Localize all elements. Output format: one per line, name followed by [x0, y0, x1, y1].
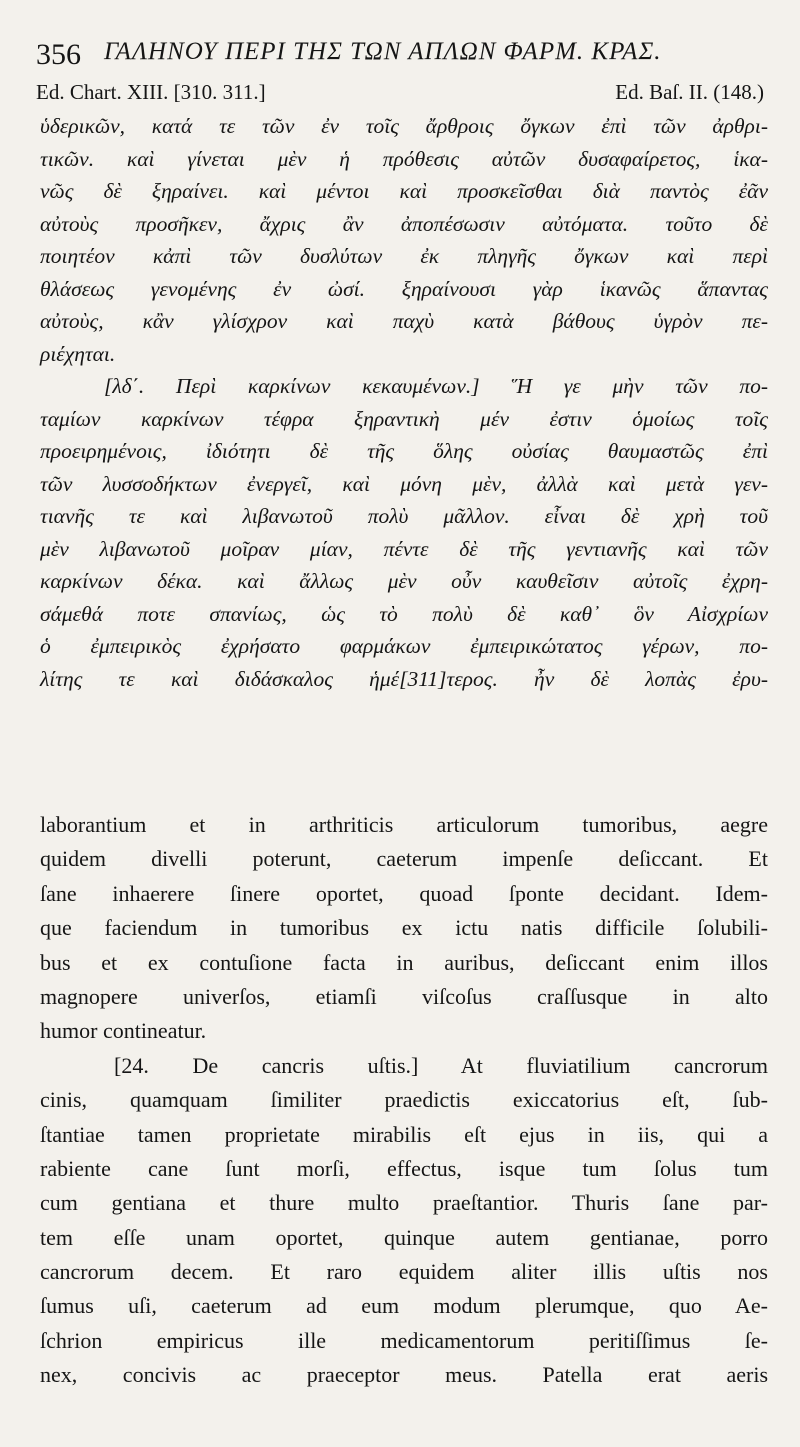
latin-line: cancrorum decem. Et raro equidem aliter illis uſtis nos [40, 1259, 768, 1285]
latin-line: bus et ex contuſione facta in auribus, deſiccant enim illos [40, 949, 768, 975]
greek-line: θλάσεως γενομένης ἐν ὠσί. ξηραίνουσι γὰρ ἱκανῶς ἅπαντας [40, 276, 768, 301]
greek-line: τῶν λυσσοδήκτων ἐνεργεῖ, καὶ μόνη μὲν, ἀλλὰ καὶ μετὰ γεν- [40, 471, 768, 496]
greek-line: ριέχηται. [40, 341, 116, 366]
latin-line: cum gentiana et thure multo praeſtantior. Thuris ſane par- [40, 1190, 768, 1216]
running-title: ΓΑΛΗΝΟΥ ΠΕΡΙ ΤΗΣ ΤΩΝ ΑΠΛΩΝ ΦΑΡΜ. ΚΡΑΣ. [104, 38, 662, 65]
latin-line: cinis, quamquam ſimiliter praedictis exiccatorius eſt, ſub- [40, 1087, 768, 1113]
latin-line: ſane inhaerere ſinere oportet, quoad ſponte decidant. Idem- [40, 880, 768, 906]
page-header [36, 28, 766, 72]
greek-line: προειρημένοις, ἰδιότητι δὲ τῆς ὅλης οὐσίας θαυμαστῶς ἐπὶ [40, 439, 768, 463]
greek-line: λίτης τε καὶ διδάσκαλος ἡμέ[311]τερος. ἦν δὲ λοπὰς ἐρυ- [40, 666, 768, 691]
latin-line: que faciendum in tumoribus ex ictu natis difficile ſolubili- [40, 915, 768, 941]
latin-line: tem eſſe unam oportet, quinque autem gentianae, porro [40, 1224, 768, 1250]
edition-reference-left: Ed. Chart. XIII. [310. 311.] [36, 80, 266, 104]
latin-line: magnopere univerſos, etiamſi viſcoſus craſſusque in alto [40, 983, 768, 1009]
greek-line: μὲν λιβανωτοῦ μοῖραν μίαν, πέντε δὲ τῆς γεντιανῆς καὶ τῶν [40, 536, 768, 561]
latin-line: ſumus uſi, caeterum ad eum modum plerumque, quo Ae- [40, 1293, 768, 1319]
greek-line: τιανῆς τε καὶ λιβανωτοῦ πολὺ μᾶλλον. εἶναι δὲ χρὴ τοῦ [40, 504, 768, 528]
greek-line: νῶς δὲ ξηραίνει. καὶ μέντοι καὶ προσκεῖσθαι διὰ παντὸς ἐᾶν [40, 179, 768, 203]
edition-reference-right: Ed. Baſ. II. (148.) [615, 80, 764, 104]
greek-line: ταμίων καρκίνων τέφρα ξηραντικὴ μέν ἐστιν ὁμοίως τοῖς [40, 406, 768, 431]
greek-line: καρκίνων δέκα. καὶ ἄλλως μὲν οὖν καυθεῖσιν αὐτοῖς ἐχρη- [40, 569, 768, 593]
latin-line: laborantium et in arthriticis articulorum tumoribus, aegre [40, 812, 768, 837]
greek-section-heading-line: [λδ΄. Περὶ καρκίνων κεκαυμένων.] Ἥ γε μὴν τῶν πο- [104, 374, 768, 398]
latin-line: quidem divelli poterunt, caeterum impenſe deſiccant. Et [40, 846, 768, 872]
greek-line: ποιητέον κἀπὶ τῶν δυσλύτων ἐκ πληγῆς ὄγκων καὶ περὶ [40, 244, 768, 268]
latin-line: ſtantiae tamen proprietate mirabilis eſt ejus in iis, qui a [40, 1121, 768, 1147]
greek-text-block [40, 110, 768, 695]
latin-line: ſchrion empiricus ille medicamentorum peritiſſimus ſe- [40, 1327, 768, 1353]
greek-line: αὐτοὺς προσῆκεν, ἄχρις ἂν ἀποπέσωσιν αὐτόματα. τοῦτο δὲ [40, 211, 768, 236]
greek-line: ὑδερικῶν, κατά τε τῶν ἐν τοῖς ἄρθροις ὄγκων ἐπὶ τῶν ἀρθρι- [40, 114, 768, 138]
latin-line: nex, concivis ac praeceptor meus. Patella erat aeris [40, 1362, 768, 1388]
greek-line: τικῶν. καὶ γίνεται μὲν ἡ πρόθεσις αὐτῶν δυσαφαίρετος, ἱκα- [40, 146, 768, 171]
latin-section-heading-line: [24. De cancris uſtis.] At fluviatilium cancrorum [114, 1052, 768, 1078]
latin-line: humor contineatur. [40, 1018, 207, 1044]
greek-line: ὁ ἐμπειρικὸς ἐχρήσατο φαρμάκων ἐμπειρικώτατος γέρων, πο- [40, 634, 768, 658]
latin-text-block [40, 808, 768, 1393]
greek-line: σάμεθά ποτε σπανίως, ὡς τὸ πολὺ δὲ καθ᾽ ὃν Αἰσχρίων [40, 601, 768, 626]
greek-line: αὐτοὺς, κἂν γλίσχρον καὶ παχὺ κατὰ βάθους ὑγρὸν πε- [40, 309, 768, 333]
page-number: 356 [36, 38, 81, 71]
latin-line: rabiente cane ſunt morſi, effectus, isque tum ſolus tum [40, 1155, 768, 1181]
